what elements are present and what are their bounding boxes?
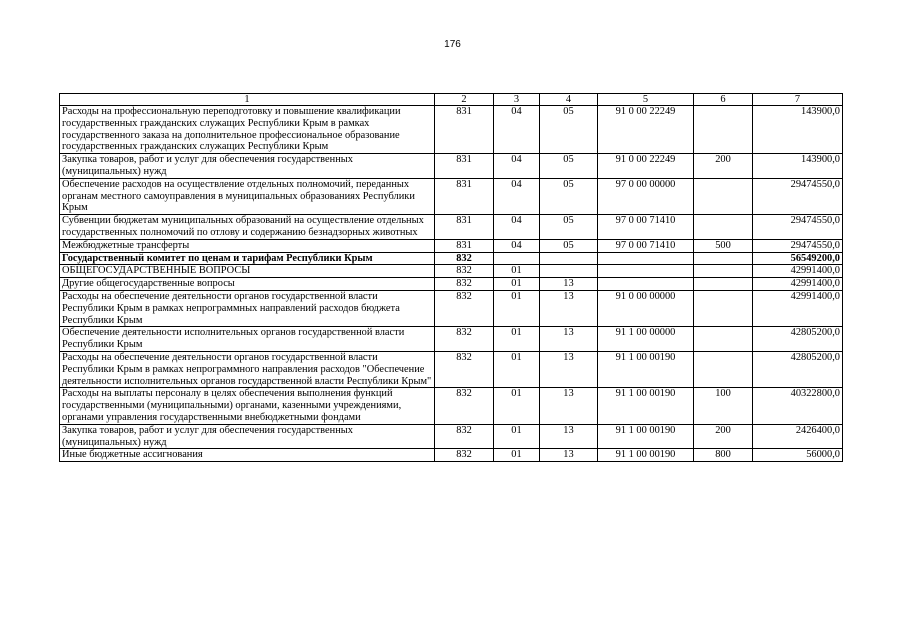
row-name-cell: Обеспечение деятельности исполнительных органов государственной власти Республики Крым	[60, 327, 435, 352]
section-code-cell: 04	[494, 239, 540, 252]
table-row	[60, 424, 843, 449]
expense-type-cell	[694, 106, 753, 154]
column-header: 4	[540, 94, 598, 106]
expense-type-cell: 500	[694, 239, 753, 252]
amount-cell: 143900,0	[753, 154, 843, 179]
ministry-code-cell: 832	[435, 424, 494, 449]
table-header-row	[60, 94, 843, 106]
target-article-cell: 97 0 00 71410	[598, 215, 694, 240]
subsection-code-cell	[540, 265, 598, 278]
subsection-code-cell: 13	[540, 278, 598, 291]
ministry-code-cell: 832	[435, 327, 494, 352]
target-article-cell	[598, 252, 694, 265]
section-code-cell: 04	[494, 106, 540, 154]
expense-type-cell: 200	[694, 154, 753, 179]
target-article-cell: 91 0 00 22249	[598, 106, 694, 154]
ministry-code-cell: 832	[435, 278, 494, 291]
row-name-cell: Расходы на выплаты персоналу в целях обеспечения выполнения функций государственными (муниципальными) органами, казенными учреждениями, органами управления государственными внебюджетными фондами	[60, 388, 435, 424]
amount-cell: 56549200,0	[753, 252, 843, 265]
target-article-cell: 91 1 00 00190	[598, 449, 694, 462]
expense-type-cell	[694, 327, 753, 352]
row-name-cell: Обеспечение расходов на осуществление отдельных полномочий, переданных органам местного самоуправления в муниципальных образованиях Республики Крым	[60, 178, 435, 214]
subsection-code-cell	[540, 252, 598, 265]
subsection-code-cell: 13	[540, 424, 598, 449]
target-article-cell: 91 1 00 00190	[598, 424, 694, 449]
table-row	[60, 449, 843, 462]
section-code-cell: 04	[494, 215, 540, 240]
amount-cell: 29474550,0	[753, 178, 843, 214]
table-row	[60, 215, 843, 240]
ministry-code-cell: 832	[435, 252, 494, 265]
amount-cell: 29474550,0	[753, 239, 843, 252]
row-name-cell: Иные бюджетные ассигнования	[60, 449, 435, 462]
section-code-cell: 01	[494, 424, 540, 449]
table-row	[60, 252, 843, 265]
ministry-code-cell: 832	[435, 388, 494, 424]
row-name-cell: Расходы на обеспечение деятельности органов государственной власти Республики Крым в рамках непрограммных направлений расходов бюджета Республики Крым	[60, 290, 435, 326]
section-code-cell: 01	[494, 351, 540, 387]
ministry-code-cell: 831	[435, 239, 494, 252]
subsection-code-cell: 13	[540, 351, 598, 387]
column-header: 2	[435, 94, 494, 106]
table-row	[60, 106, 843, 154]
amount-cell: 42991400,0	[753, 265, 843, 278]
target-article-cell: 91 1 00 00190	[598, 388, 694, 424]
target-article-cell	[598, 278, 694, 291]
subsection-code-cell: 05	[540, 239, 598, 252]
expense-type-cell	[694, 252, 753, 265]
target-article-cell: 91 0 00 00000	[598, 290, 694, 326]
expense-type-cell: 200	[694, 424, 753, 449]
target-article-cell: 91 1 00 00000	[598, 327, 694, 352]
target-article-cell: 97 0 00 71410	[598, 239, 694, 252]
column-header: 1	[60, 94, 435, 106]
target-article-cell	[598, 265, 694, 278]
ministry-code-cell: 831	[435, 215, 494, 240]
expense-type-cell	[694, 265, 753, 278]
budget-table-body	[60, 94, 843, 462]
row-name-cell: Расходы на профессиональную переподготовку и повышение квалификации государственных гражданских служащих Республики Крым в рамках государственного заказа на дополнительное профессиональное образование государственных гражданских служащих Республики Крым	[60, 106, 435, 154]
column-header: 6	[694, 94, 753, 106]
ministry-code-cell: 832	[435, 265, 494, 278]
subsection-code-cell: 05	[540, 178, 598, 214]
target-article-cell: 91 0 00 22249	[598, 154, 694, 179]
section-code-cell: 04	[494, 154, 540, 179]
section-code-cell	[494, 252, 540, 265]
subsection-code-cell: 13	[540, 327, 598, 352]
row-name-cell: Закупка товаров, работ и услуг для обеспечения государственных (муниципальных) нужд	[60, 154, 435, 179]
ministry-code-cell: 832	[435, 351, 494, 387]
subsection-code-cell: 05	[540, 154, 598, 179]
table-row	[60, 351, 843, 387]
ministry-code-cell: 832	[435, 449, 494, 462]
expense-type-cell	[694, 178, 753, 214]
ministry-code-cell: 831	[435, 178, 494, 214]
table-row	[60, 178, 843, 214]
row-name-cell: Расходы на обеспечение деятельности органов государственной власти Республики Крым в рамках непрограммного направления расходов "Обеспечение деятельности исполнительных органов государственной власти Республики Крым"	[60, 351, 435, 387]
target-article-cell: 91 1 00 00190	[598, 351, 694, 387]
section-code-cell: 01	[494, 388, 540, 424]
row-name-cell: Субвенции бюджетам муниципальных образований на осуществление отдельных государственных полномочий по отлову и содержанию безнадзорных животных	[60, 215, 435, 240]
ministry-code-cell: 831	[435, 106, 494, 154]
target-article-cell: 97 0 00 00000	[598, 178, 694, 214]
expense-type-cell	[694, 278, 753, 291]
subsection-code-cell: 05	[540, 106, 598, 154]
amount-cell: 42805200,0	[753, 351, 843, 387]
subsection-code-cell: 05	[540, 215, 598, 240]
column-header: 3	[494, 94, 540, 106]
section-code-cell: 04	[494, 178, 540, 214]
column-header: 7	[753, 94, 843, 106]
subsection-code-cell: 13	[540, 290, 598, 326]
amount-cell: 42991400,0	[753, 290, 843, 326]
section-code-cell: 01	[494, 449, 540, 462]
row-name-cell: Другие общегосударственные вопросы	[60, 278, 435, 291]
row-name-cell: Межбюджетные трансферты	[60, 239, 435, 252]
expense-type-cell	[694, 290, 753, 326]
table-row	[60, 290, 843, 326]
table-row	[60, 154, 843, 179]
table-row	[60, 327, 843, 352]
expense-type-cell	[694, 351, 753, 387]
table-row	[60, 388, 843, 424]
amount-cell: 143900,0	[753, 106, 843, 154]
expense-type-cell: 100	[694, 388, 753, 424]
section-code-cell: 01	[494, 290, 540, 326]
section-code-cell: 01	[494, 327, 540, 352]
section-code-cell: 01	[494, 278, 540, 291]
page-number: 176	[444, 39, 461, 50]
amount-cell: 56000,0	[753, 449, 843, 462]
amount-cell: 42991400,0	[753, 278, 843, 291]
table-row	[60, 265, 843, 278]
amount-cell: 42805200,0	[753, 327, 843, 352]
amount-cell: 29474550,0	[753, 215, 843, 240]
budget-table	[59, 93, 843, 462]
amount-cell: 40322800,0	[753, 388, 843, 424]
subsection-code-cell: 13	[540, 388, 598, 424]
section-code-cell: 01	[494, 265, 540, 278]
row-name-cell: ОБЩЕГОСУДАРСТВЕННЫЕ ВОПРОСЫ	[60, 265, 435, 278]
row-name-cell: Государственный комитет по ценам и тарифам Республики Крым	[60, 252, 435, 265]
ministry-code-cell: 831	[435, 154, 494, 179]
subsection-code-cell: 13	[540, 449, 598, 462]
table-row	[60, 239, 843, 252]
table-row	[60, 278, 843, 291]
amount-cell: 2426400,0	[753, 424, 843, 449]
expense-type-cell	[694, 215, 753, 240]
column-header: 5	[598, 94, 694, 106]
row-name-cell: Закупка товаров, работ и услуг для обеспечения государственных (муниципальных) нужд	[60, 424, 435, 449]
expense-type-cell: 800	[694, 449, 753, 462]
ministry-code-cell: 832	[435, 290, 494, 326]
